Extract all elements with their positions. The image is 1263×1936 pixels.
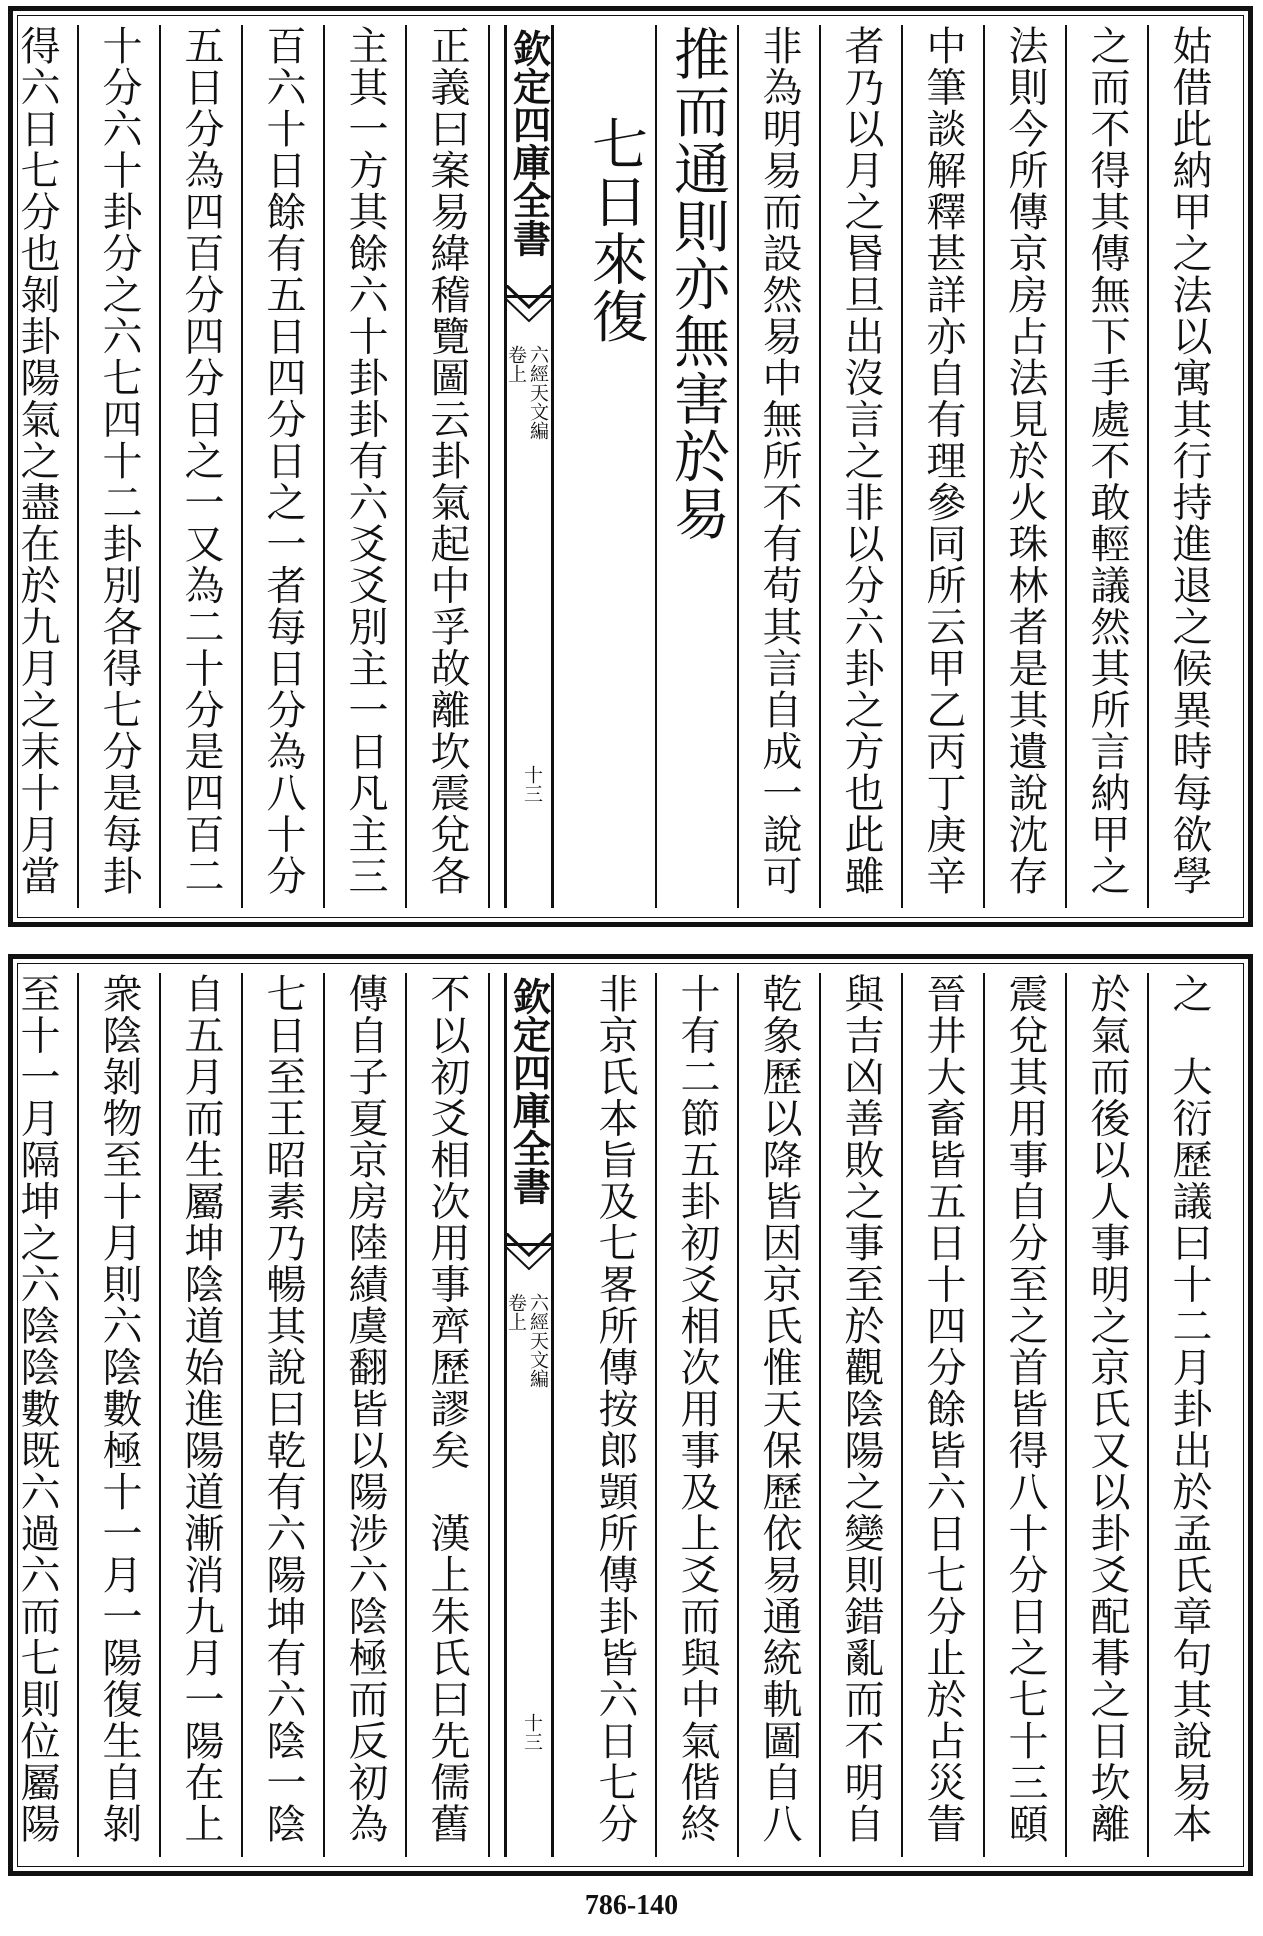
- text-column-content: 與吉凶善敗之事至於觀陰陽之變則錯亂而不明自: [838, 973, 884, 1845]
- spine-volume: 卷上: [505, 1293, 527, 1331]
- spine-title: 欽定四庫全書: [506, 977, 552, 1205]
- text-column-content: 自五月而生屬坤陰道始進陽道漸消九月一陽在上: [178, 973, 224, 1845]
- bottom-page-panel: [8, 954, 1253, 1876]
- text-column: [1066, 25, 1148, 908]
- text-column-content: 於氣而後以人事明之京氏又以卦爻配朞之日坎離: [1084, 973, 1130, 1845]
- text-column-content: 百六十日餘有五日四分日之一者每日分為八十分: [260, 25, 306, 897]
- text-column-content: 得六日七分也剝卦陽氣之盡在於九月之末十月當: [14, 25, 60, 897]
- text-column-content: 非京氏本旨及七畧所傳按郎顗所傳卦皆六日七分: [592, 973, 638, 1845]
- text-column: [820, 25, 902, 908]
- text-column: [160, 25, 242, 908]
- text-column: [324, 25, 406, 908]
- book-spine-column: [488, 973, 574, 1857]
- spine-subtitle: [505, 345, 549, 440]
- text-column: [656, 25, 738, 908]
- text-column-content: 衆陰剝物至十月則六陰數極十一月一陽復生自剝: [96, 973, 142, 1845]
- column-rule: [488, 25, 490, 908]
- text-column-content: 者乃以月之昬旦出沒言之非以分六卦之方也此雖: [838, 25, 884, 897]
- text-column-content: 至十一月隔坤之六陰陰數既六過六而七則位屬陽: [14, 973, 60, 1845]
- page-footer-number: 786-140: [584, 1890, 679, 1921]
- text-column: [1148, 973, 1230, 1857]
- text-column-content: 傳自子夏京房陸績虞翻皆以陽涉六陰極而反初為: [342, 973, 388, 1845]
- spine-title-box: [504, 973, 554, 1246]
- text-column-content: 推而通則亦無害於易: [665, 25, 730, 543]
- text-column-content: 七日至王昭素乃暢其說曰乾有六陽坤有六陰一陰: [260, 973, 306, 1845]
- text-column-content: 之而不得其傳無下手處不敢輕議然其所言納甲之: [1084, 25, 1130, 897]
- text-column-content: 姑借此納甲之法以寓其行持進退之候異時每欲學: [1166, 25, 1212, 897]
- spine-page-number: 十三: [521, 765, 543, 803]
- text-column-content: 正義曰案易緯稽覽圖云卦氣起中孚故離坎震兌各: [424, 25, 470, 897]
- text-column: [78, 25, 160, 908]
- spine-page-number: 十三: [521, 1713, 543, 1751]
- text-column: [242, 973, 324, 1857]
- spine-book-title: 六經天文編: [527, 1293, 549, 1388]
- book-spine-column: [488, 25, 574, 908]
- text-column: [984, 973, 1066, 1857]
- top-page-panel: [8, 6, 1253, 927]
- text-column: [242, 25, 324, 908]
- text-column-content: 非為明易而設然易中無所不有苟其言自成一說可: [756, 25, 802, 897]
- text-column-content: 七日來復: [583, 115, 648, 345]
- text-column: [738, 973, 820, 1857]
- text-column: [738, 25, 820, 908]
- text-column: [902, 25, 984, 908]
- text-column-content: 不以初爻相次用事齊歷謬矣 漢上朱氏曰先儒舊: [424, 973, 470, 1845]
- text-column: [984, 25, 1066, 908]
- text-column: [574, 973, 656, 1857]
- text-column: [160, 973, 242, 1857]
- column-rule: [488, 973, 490, 1857]
- text-column-content: 十分六十卦分之六七四十二卦別各得七分是每卦: [96, 25, 142, 897]
- text-column: [902, 973, 984, 1857]
- spine-volume: 卷上: [505, 345, 527, 383]
- spine-book-title: 六經天文編: [527, 345, 549, 440]
- text-column: [0, 973, 78, 1857]
- text-column: [78, 973, 160, 1857]
- text-column-content: 五日分為四百分四分日之一又為二十分是四百二: [178, 25, 224, 897]
- text-column: [406, 973, 488, 1857]
- text-column: [1066, 973, 1148, 1857]
- text-column-content: 法則今所傳京房占法見於火珠林者是其遺說沈存: [1002, 25, 1048, 897]
- text-column-content: 中筆談解釋甚詳亦自有理參同所云甲乙丙丁庚辛: [920, 25, 966, 897]
- spine-title: 欽定四庫全書: [506, 29, 552, 257]
- text-column-content: 乾象歷以降皆因京氏惟天保歷依易通統軌圖自八: [756, 973, 802, 1845]
- text-column: [574, 25, 656, 908]
- text-column-content: 主其一方其餘六十卦卦有六爻爻別主一日凡主三: [342, 25, 388, 897]
- spine-subtitle: [505, 1293, 549, 1388]
- text-column-content: 震兌其用事自分至之首皆得八十分日之七十三頤: [1002, 973, 1048, 1845]
- text-column: [324, 973, 406, 1857]
- text-column: [0, 25, 78, 908]
- text-column: [656, 973, 738, 1857]
- text-column-content: 十有二節五卦初爻相次用事及上爻而與中氣偕終: [674, 973, 720, 1845]
- spine-title-box: [504, 25, 554, 298]
- text-column: [1148, 25, 1230, 908]
- text-column: [406, 25, 488, 908]
- text-column-content: 晉井大畜皆五日十四分餘皆六日七分止於占災眚: [920, 973, 966, 1845]
- text-column-content: 之 大衍歷議曰十二月卦出於孟氏章句其說易本: [1166, 973, 1212, 1845]
- text-column: [820, 973, 902, 1857]
